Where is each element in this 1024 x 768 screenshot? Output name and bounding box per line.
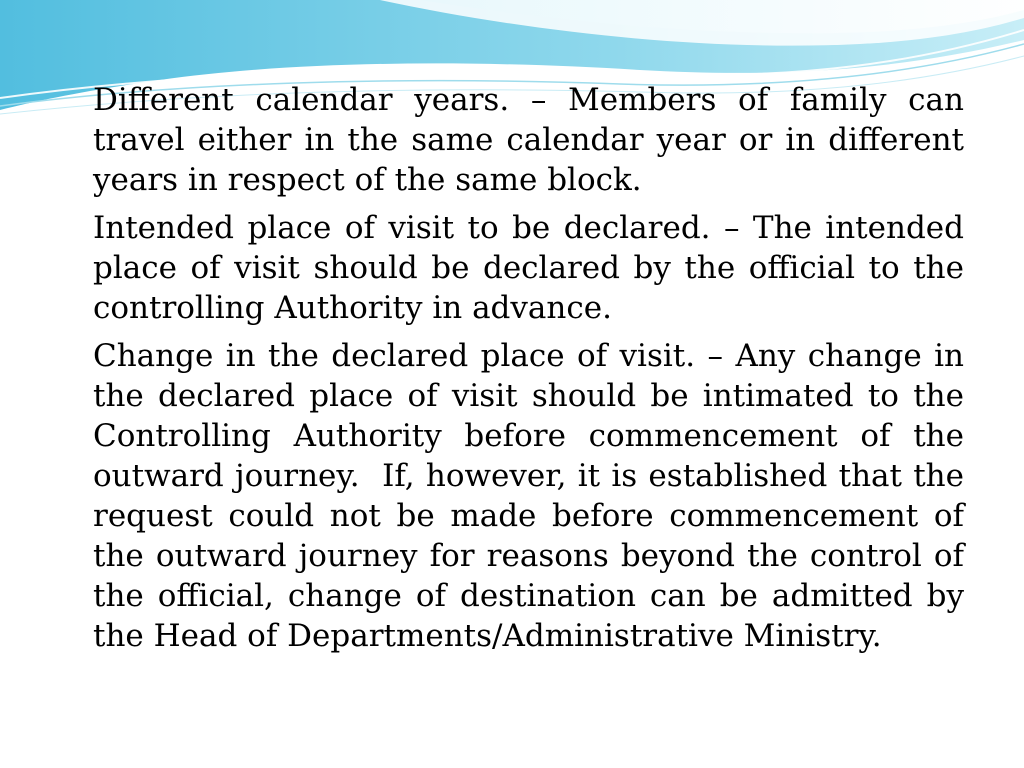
paragraph-intended-place: Intended place of visit to be declared. – The intended place of visit should be declared by the official to the controlling Authority in advance.: [93, 210, 974, 326]
slide-body: [93, 80, 974, 664]
paragraph-change-place: Change in the declared place of visit. – Any change in the declared place of visit should be intimated to the Controlling Authority before commencement of the outward journey. If, however, it is established that the request could not be made before commencement of the outward journey for reasons beyond the control of the official, change of destination can be admitted by the Head of Departments/Administrative Ministry.: [93, 338, 974, 654]
paragraph-calendar-years: Different calendar years. – Members of family can travel either in the same calendar year or in different years in respect of the same block.: [93, 82, 974, 198]
